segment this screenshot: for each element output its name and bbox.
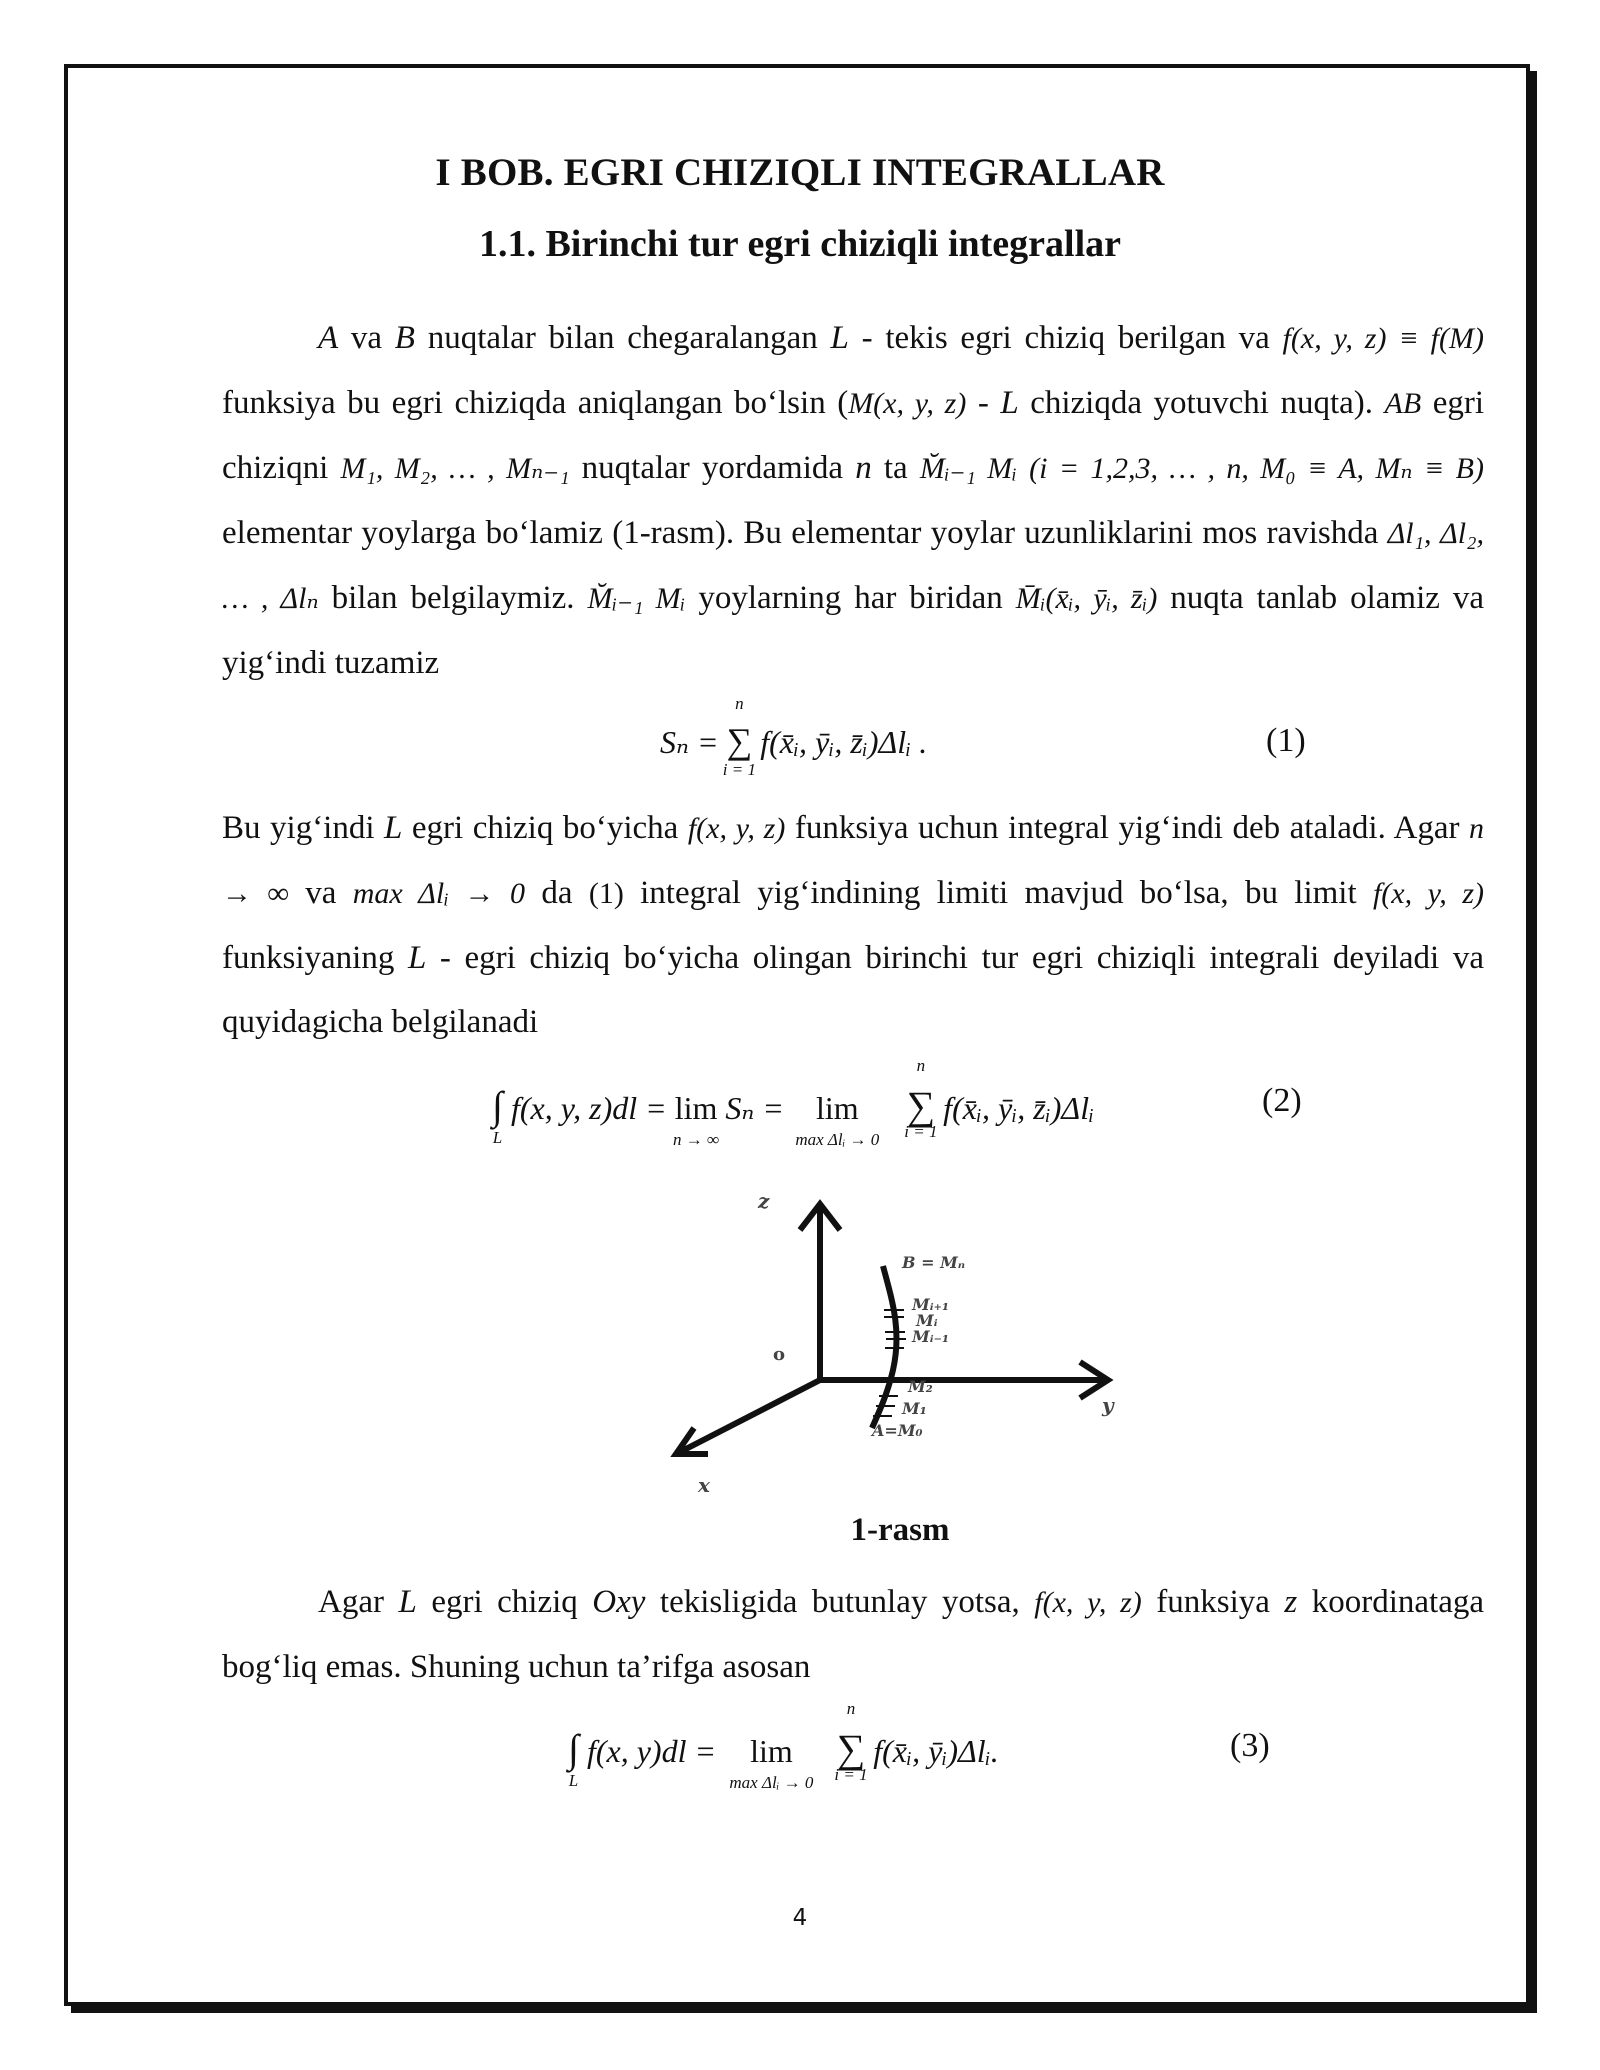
- chapter-title: I BOB. EGRI CHIZIQLI INTEGRALLAR: [435, 151, 1165, 194]
- section-title: 1.1. Birinchi tur egri chiziqli integrallar: [478, 223, 1122, 265]
- lim-sub: max Δlᵢ → 0: [729, 1773, 814, 1792]
- integral-lower: L: [492, 1128, 503, 1147]
- label-m2: M₂: [908, 1377, 933, 1396]
- sum-operator: [834, 1699, 868, 1784]
- limit-operator: [795, 1090, 880, 1149]
- limit-operator: [673, 1090, 720, 1149]
- integrand: f(x, y)dl =: [586, 1733, 717, 1769]
- integral-operator: [492, 1082, 503, 1147]
- text: -: [966, 385, 1001, 421]
- label-mi-minus-1: Mᵢ₋₁: [912, 1327, 949, 1346]
- axis-label-z: z: [758, 1189, 770, 1213]
- lim: lim: [750, 1733, 793, 1769]
- paragraph-3: [222, 1570, 1484, 1699]
- lim-sub: max Δlᵢ → 0: [795, 1130, 880, 1149]
- text: elementar yoylarga bo‘lamiz (1-rasm). Bu elementar yoylar uzunliklarini mos ravishda: [222, 515, 1388, 551]
- n-limit: n → ∞: [222, 812, 1484, 910]
- y-axis: [820, 1362, 1108, 1398]
- integral-symbol: ∫: [492, 1083, 503, 1128]
- equation-number-1: (1): [1266, 722, 1306, 759]
- text: [1017, 450, 1029, 486]
- paragraph-1: [222, 306, 1484, 695]
- point-m: M(x, y, z): [848, 387, 967, 420]
- lim: lim: [674, 1090, 718, 1126]
- chosen-point: M̄ᵢ(x̄ᵢ, ȳᵢ, z̄ᵢ): [1015, 582, 1158, 615]
- origin-label: o: [773, 1344, 786, 1365]
- function-f: f(x, y, z): [1034, 1586, 1142, 1619]
- curve-l: L: [407, 940, 427, 976]
- text: nuqtalar yordamida: [569, 450, 856, 486]
- plane-oxy: Oxy: [592, 1584, 646, 1620]
- equation-number-2: (2): [1262, 1082, 1302, 1119]
- sum-symbol: ∑: [906, 1083, 936, 1128]
- text: va: [288, 875, 353, 911]
- sum-lower: i = 1: [834, 1765, 868, 1784]
- formula-2: [492, 1056, 1095, 1172]
- text: chiziqda yotuvchi nuqta).: [1018, 385, 1385, 421]
- lim-sub: n → ∞: [673, 1130, 720, 1149]
- axis-label-x: x: [698, 1473, 710, 1497]
- function-f: f(x, y, z): [1372, 877, 1485, 910]
- text: egri chiziq: [416, 1584, 593, 1620]
- point-a: A: [318, 320, 339, 356]
- text: funksiya bu egri chiziqda aniqlangan bo‘lsin (: [222, 385, 849, 421]
- curve-l: L: [830, 320, 849, 356]
- sum-symbol: ∑: [726, 721, 753, 761]
- sn: Sₙ =: [725, 1090, 784, 1126]
- text: koordinataga bog‘liq emas. Shuning uchun ta’rifga asosan: [222, 1584, 1485, 1685]
- sum-upper: n: [916, 1056, 926, 1075]
- label-a: A=M₀: [872, 1421, 923, 1440]
- arc-lengths: Δl₁, Δl₂, … , Δlₙ: [222, 517, 1485, 615]
- division-points: M₁, M₂, … , Mₙ₋₁: [340, 452, 570, 485]
- axis-label-y: y: [1102, 1393, 1114, 1417]
- z-var: z: [1284, 1584, 1298, 1620]
- formula-3: [568, 1699, 999, 1815]
- sum-upper: n: [735, 694, 744, 713]
- sum-upper: n: [846, 1699, 856, 1718]
- function-f: f(x, y, z): [687, 812, 786, 845]
- page-number: 4: [792, 1905, 808, 1931]
- curve-l: L: [1000, 385, 1019, 421]
- figure-curve-diagram: [640, 1170, 1160, 1500]
- integral-symbol: ∫: [568, 1726, 579, 1771]
- text: yoylarning har biridan: [685, 580, 1016, 616]
- label-mi-plus-1: Mᵢ₊₁: [912, 1295, 949, 1314]
- text: egri chiziq bo‘yicha: [402, 810, 688, 846]
- curve-l: L: [384, 810, 403, 846]
- n-var: n: [855, 450, 872, 486]
- sum-lower: i = 1: [722, 760, 756, 779]
- text: va: [338, 320, 395, 356]
- formula-body: f(x̄ᵢ, ȳᵢ, z̄ᵢ)Δlᵢ .: [760, 724, 928, 760]
- index-condition: (i = 1,2,3, … , n, M₀ ≡ A, Mₙ ≡ B): [1029, 452, 1484, 485]
- text: Bu yig‘indi: [222, 810, 385, 846]
- text: integral yig‘indining limiti mavjud bo‘lsa, bu limit: [623, 875, 1373, 911]
- text: bilan belgilaymiz.: [318, 580, 588, 616]
- sum-operator: [722, 694, 756, 779]
- formula-lhs: Sₙ =: [660, 724, 719, 760]
- arc-mi: M̆ᵢ₋₁ Mᵢ: [587, 582, 686, 615]
- formula-body: f(x̄ᵢ, ȳᵢ)Δlᵢ.: [873, 1733, 999, 1769]
- text: funksiya: [1141, 1584, 1285, 1620]
- function-f: f(x, y, z) ≡ f(M): [1282, 322, 1484, 355]
- text: tekisligida butunlay yotsa,: [645, 1584, 1035, 1620]
- x-axis: [676, 1380, 820, 1454]
- integral-lower: L: [568, 1771, 579, 1790]
- text: funksiya uchun integral yig‘indi deb ataladi. Agar: [785, 810, 1469, 846]
- ref-1: (1): [588, 877, 624, 910]
- formula-body: f(x̄ᵢ, ȳᵢ, z̄ᵢ)Δlᵢ: [943, 1090, 1095, 1126]
- label-mi: Mᵢ: [916, 1311, 938, 1330]
- lim: lim: [815, 1090, 859, 1126]
- text: da: [525, 875, 589, 911]
- label-b: B = Mₙ: [902, 1253, 966, 1272]
- sum-lower: i = 1: [904, 1122, 938, 1141]
- limit-operator: [729, 1733, 814, 1792]
- text: - tekis egri chiziq berilgan va: [848, 320, 1283, 356]
- z-axis: [800, 1204, 840, 1380]
- figure-caption: 1-rasm: [850, 1512, 950, 1548]
- text: nuqtalar bilan chegaralangan: [414, 320, 831, 356]
- equation-number-3: (3): [1230, 1727, 1270, 1764]
- text: ta: [871, 450, 920, 486]
- text: nuqta tanlab olamiz va yig‘indi tuzamiz: [222, 580, 1484, 681]
- text: egri chiziqni: [222, 385, 1484, 486]
- text: Agar: [318, 1584, 399, 1620]
- text: funksiyaning: [222, 940, 408, 976]
- arc-ab: AB: [1384, 387, 1422, 420]
- label-m1: M₁: [902, 1399, 927, 1418]
- text: - egri chiziq bo‘yicha olingan birinchi tur egri chiziqli integrali deyiladi va quyidagicha belgilanadi: [222, 940, 1484, 1040]
- curve-l: L: [398, 1584, 417, 1620]
- max-limit: max Δlᵢ → 0: [352, 877, 526, 910]
- integral-operator: [568, 1725, 579, 1790]
- point-b: B: [394, 320, 415, 356]
- sum-symbol: ∑: [836, 1726, 866, 1771]
- sum-operator: [904, 1056, 938, 1141]
- paragraph-2: [222, 796, 1484, 1054]
- integrand: f(x, y, z)dl =: [510, 1090, 667, 1126]
- arc-mi: M̆ᵢ₋₁ Mᵢ: [919, 452, 1017, 485]
